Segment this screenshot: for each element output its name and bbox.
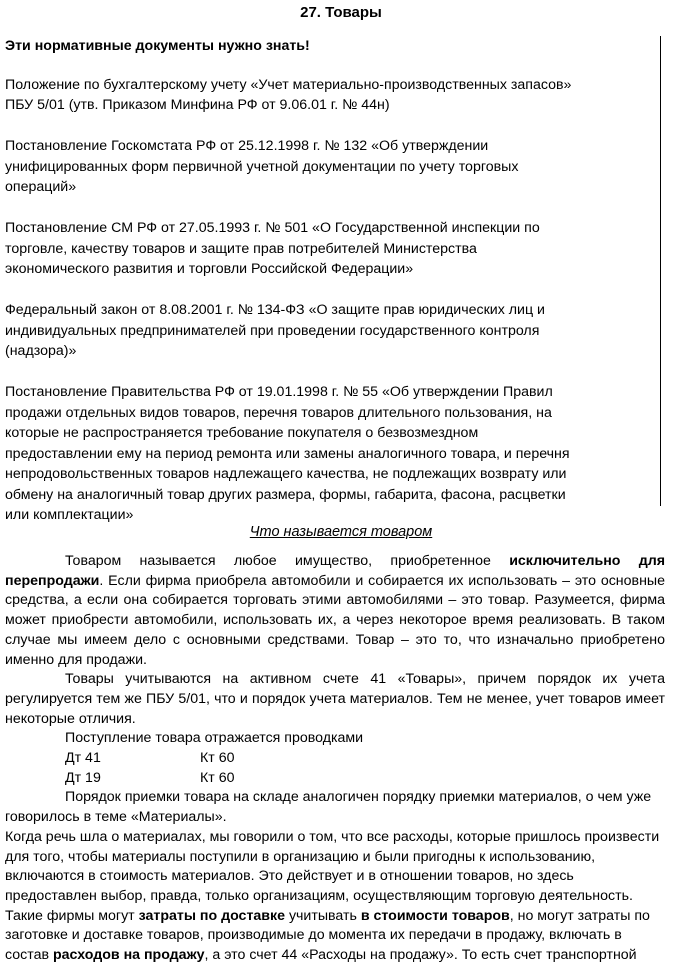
text-span: Товаром называется любое имущество, приобретенное xyxy=(65,553,510,569)
debit-account: Дт 41 xyxy=(65,750,101,767)
paragraph-entries-intro: Поступление товара отражается проводками xyxy=(65,730,364,747)
paragraph-delivery-costs xyxy=(5,828,665,966)
text-span: , но могут затраты по заготовке и доставке товаров, производимые до момента их передачи в продажу, включать в состав xyxy=(5,907,650,964)
regulation-item: Федеральный закон от 8.08.2001 г. № 134-ФЗ «О защите прав юридических лиц и индивидуальных предпринимателей при проведении государственного контроля (надзора)» xyxy=(5,302,545,359)
regulations-box xyxy=(5,36,661,523)
regulation-item: Постановление Госкомстата РФ от 25.12.1998 г. № 132 «Об утверждении унифицированных форм первичной учетной документации по учету торговых операций» xyxy=(5,138,519,195)
regulations-heading: Эти нормативные документы нужно знать! xyxy=(5,38,310,54)
debit-account: Дт 19 xyxy=(65,769,101,786)
paragraph-acceptance: Порядок приемки товара на складе аналогичен порядку приемки материалов, о чем уже говорилось в теме «Материалы». xyxy=(5,789,652,826)
journal-entry xyxy=(5,749,665,769)
section-subtitle: Что называется товаром xyxy=(249,524,433,540)
text-span: Когда речь шла о материалах, мы говорили о том, что все расходы, которые пришлось произвести для того, чтобы материалы поступили в организацию и были пригодны к использованию, включаются в стоимость материалов. Это действует и в отношении товаров, но здесь предоставлен выбор, правда, только организациям, осуществляющим торговую деятельность. Такие фирмы могут xyxy=(5,828,660,924)
text-span: . Если фирма приобрела автомобили и собирается их использовать – это основные средства, а если она собирается торговать этими автомобилями – это товар. Разумеется, фирма может приобрести автомобили, использовать их, а через некоторое время реализовать. В таком случае мы имеем дело с основными средствами. Товар – это то, что изначально приобретено именно для продажи. xyxy=(5,572,665,668)
paragraph-definition xyxy=(5,552,665,670)
regulation-item: Положение по бухгалтерскому учету «Учет материально-производственных запасов» ПБУ 5/01 (утв. Приказом Минфина РФ от 9.06.01 г. № 44н) xyxy=(5,76,572,113)
credit-account: Кт 60 xyxy=(200,769,235,786)
page-title: 27. Товары xyxy=(300,4,382,21)
body-text xyxy=(5,552,665,966)
credit-account: Кт 60 xyxy=(200,750,235,767)
bold-term: расходов на продажу xyxy=(52,947,205,964)
paragraph-accounting: Товары учитываются на активном счете 41 «Товары», причем порядок их учета регулируется тем же ПБУ 5/01, что и порядок учета материалов. Тем не менее, учет товаров имеет некоторые отличия. xyxy=(5,671,665,727)
bold-term: затраты по доставке xyxy=(138,907,285,924)
text-span: учитывать xyxy=(285,907,361,924)
regulation-item: Постановление Правительства РФ от 19.01.1998 г. № 55 «Об утверждении Правил продажи отдельных видов товаров, перечня товаров длительного пользования, на которые не распространяется требование покупателя о безвозмездном предоставлении ему на период ремонта или замены аналогичного товара, и перечня непродовольственных товаров надлежащего качества, не подлежащих возврату или обмену на аналогичный товар других размера, формы, габарита, фасона, расцветки или комплектации» xyxy=(5,384,570,523)
regulation-item: Постановление СМ РФ от 27.05.1993 г. № 501 «О Государственной инспекции по торговле, качеству товаров и защите прав потребителей Министерства экономического развития и торговли Российской Федерации» xyxy=(5,220,540,277)
bold-term: в стоимости товаров xyxy=(360,907,510,924)
bold-term: исключительно для перепродажи xyxy=(5,553,666,589)
text-span: , а это счет 44 «Расходы на продажу». То есть счет транспортной xyxy=(204,947,637,964)
journal-entry xyxy=(5,769,665,789)
